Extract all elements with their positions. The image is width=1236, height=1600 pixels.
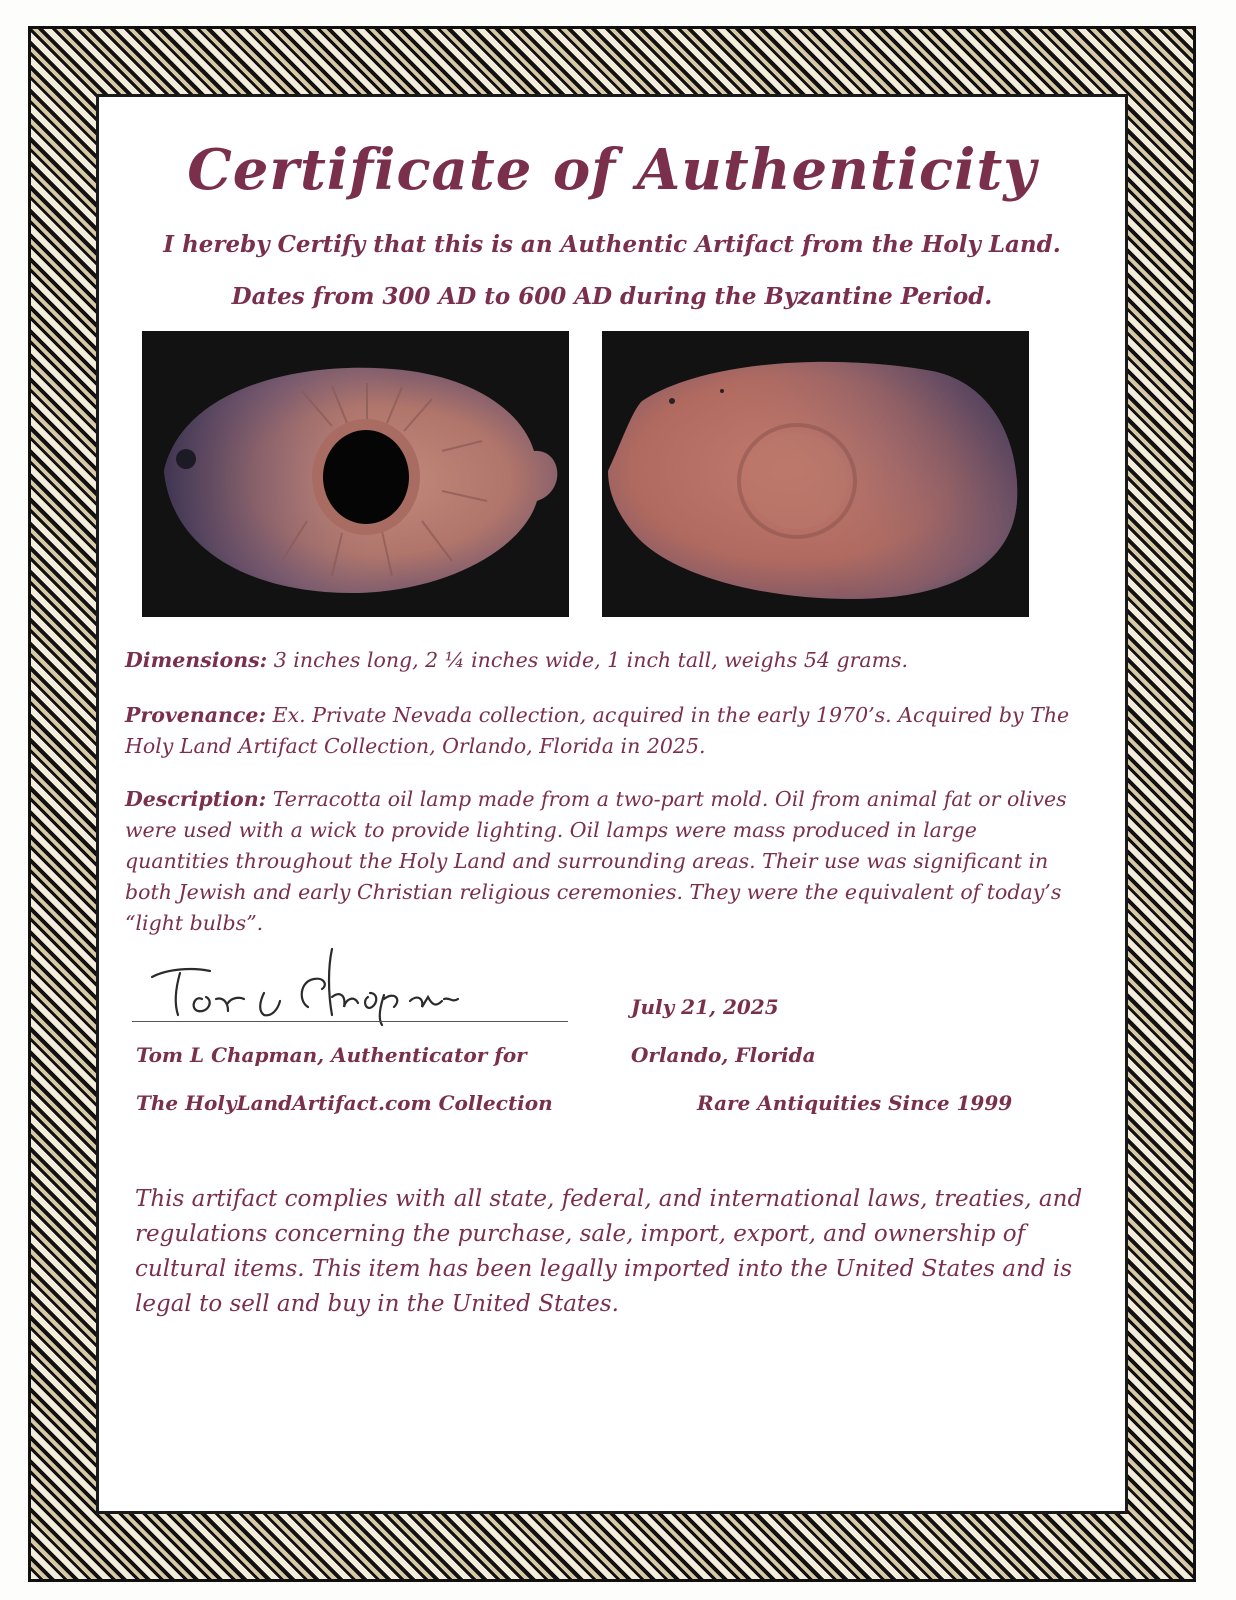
handwritten-signature: [132, 937, 572, 1027]
certificate-title: Certificate of Authenticity: [187, 137, 1037, 203]
signature-line: [132, 1021, 568, 1022]
oil-lamp-top-photo: [142, 331, 569, 617]
business-tagline: Rare Antiquities Since 1999: [697, 1091, 1013, 1115]
oil-lamp-bottom-photo: [602, 331, 1029, 617]
description-text: Terracotta oil lamp made from a two-part mold. Oil from animal fat or olives were used with a wick to provide lighting. Oil lamps were mass produced in large quantities throughout the Holy Land and surrounding areas. Their use was significant in both Jewish and early Christian religious ceremonies. They were the equivalent of today’s “light bulbs”.: [125, 787, 1067, 935]
dating-statement: Dates from 300 AD to 600 AD during the Byzantine Period.: [231, 283, 993, 310]
certificate-location: Orlando, Florida: [631, 1043, 816, 1067]
dimensions-label: Dimensions:: [125, 648, 268, 672]
dimensions-paragraph: [125, 645, 1085, 676]
provenance-label: Provenance:: [125, 703, 267, 727]
legal-compliance-statement: This artifact complies with all state, federal, and international laws, treaties, and regulations concerning the purchase, sale, import, export, and ownership of cultural items. This item has been legally imported into the United States and is legal to sell and buy in the United States.: [135, 1186, 1083, 1317]
collection-name: The HolyLandArtifact.com Collection: [136, 1091, 553, 1115]
authenticator-name: Tom L Chapman, Authenticator for: [136, 1043, 527, 1067]
provenance-text: Ex. Private Nevada collection, acquired in the early 1970’s. Acquired by The Holy Land Artifact Collection, Orlando, Florida in 2025.: [125, 703, 1070, 758]
description-label: Description:: [125, 787, 267, 811]
certificate-body: [99, 97, 1125, 1511]
description-paragraph: [125, 784, 1085, 939]
certificate-date: July 21, 2025: [631, 995, 779, 1019]
certify-statement: I hereby Certify that this is an Authentic Artifact from the Holy Land.: [163, 231, 1061, 258]
provenance-paragraph: [125, 700, 1085, 762]
oil-lamp-top-image: [142, 331, 569, 617]
dimensions-text: 3 inches long, 2 ¼ inches wide, 1 inch tall, weighs 54 grams.: [273, 648, 909, 672]
signature-image: [132, 937, 572, 1027]
oil-lamp-bottom-image: [602, 331, 1029, 617]
